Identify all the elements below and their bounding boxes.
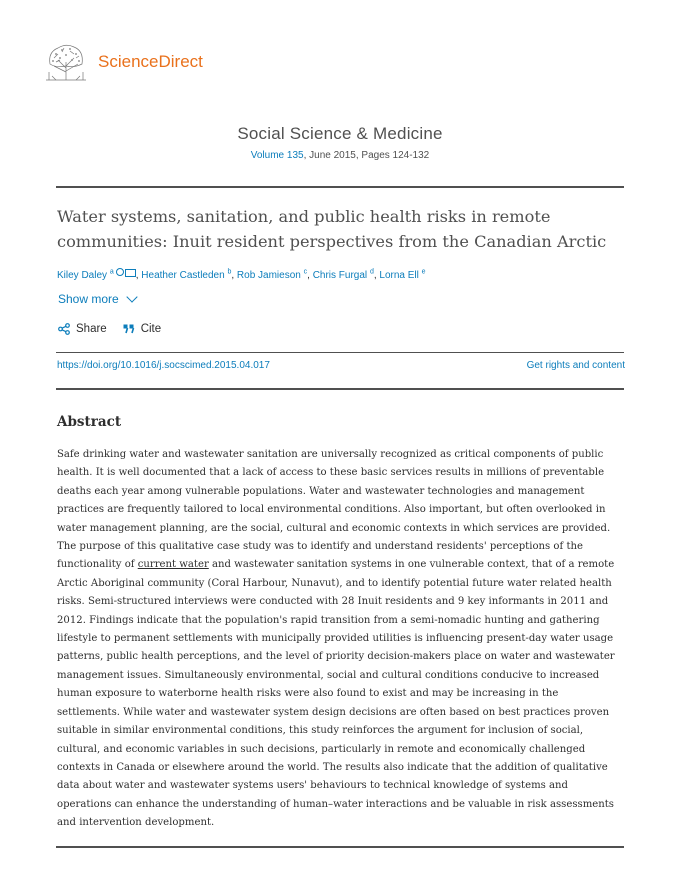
- elsevier-tree-icon[interactable]: [44, 42, 88, 82]
- show-more-button[interactable]: [58, 292, 136, 306]
- journal-title[interactable]: Social Science & Medicine: [237, 124, 443, 143]
- volume-link[interactable]: Volume 135: [250, 150, 304, 161]
- divider: [56, 352, 624, 353]
- rights-link[interactable]: Get rights and content: [526, 360, 625, 371]
- cite-label: Cite: [140, 323, 162, 335]
- doi-row: [57, 360, 625, 371]
- cite-button[interactable]: [123, 323, 161, 335]
- author-link[interactable]: Heather Castleden $^b$: [141, 268, 232, 281]
- divider: [56, 186, 624, 188]
- journal-header: [0, 124, 680, 161]
- share-label: Share: [76, 323, 107, 335]
- author-link[interactable]: Lorna Ell $^e$: [379, 268, 426, 281]
- article-actions: [58, 323, 177, 335]
- share-button[interactable]: [58, 323, 107, 335]
- doi-link[interactable]: https://doi.org/10.1016/j.socscimed.2015.04.017: [57, 360, 270, 371]
- share-icon: [58, 323, 70, 335]
- show-more-label: Show more: [58, 292, 119, 306]
- abstract-body: Safe drinking water and wastewater sanitation are universally recognized as critical components of public health. It is well documented that a lack of access to these basic services results in millions of preventable deaths each year among vulnerable populations. Water and wastewater technologies and management practices are frequently tailored to local environmental conditions. Also important, but often overlooked in water management planning, are the social, cultural and economic contexts in which services are provided. The purpose of this qualitative case study was to identify and understand residents' perceptions of the functionality of current water and wastewater sanitation systems in one vulnerable context, that of a remote Arctic Aboriginal community (Coral Harbour, Nunavut), and to identify potential future water related health risks. Semi-structured interviews were conducted with 28 Inuit residents and 9 key informants in 2011 and 2012. Findings indicate that the population's rapid transition from a semi-nomadic hunting and gathering lifestyle to permanent settlements with municipally provided utilities is influencing present-day water usage patterns, public health perceptions, and the level of priority decision-makers place on water and wastewater management issues. Simultaneously environmental, social and cultural conditions conducive to increased human exposure to waterborne health risks were also found to exist and may be increasing in the settlements. While water and wastewater system design decisions are often based on best practices proven suitable in similar environmental conditions, this study reinforces the argument for inclusion of social, cultural, and economic variables in such decisions, particularly in remote and economically challenged contexts in Canada or elsewhere around the world. The results also indicate that the addition of qualitative data about water and wastewater systems users' behaviours to technical knowledge of systems and operations can enhance the understanding of human–water interactions and be valuable in risk assessments and intervention development.: [57, 449, 615, 829]
- brand-name[interactable]: ScienceDirect: [98, 52, 203, 71]
- author-link[interactable]: Kiley Daley $^a$: [57, 270, 136, 281]
- author-list: Kiley Daley $^a$ , Heather Castleden $^b$, Rob Jamieson $^c$, Chris Furgal $^d$, Lorna Ell $^e$: [57, 268, 426, 281]
- article-title: Water systems, sanitation, and public health risks in remote communities: Inuit resident perspectives from the Canadian Arctic: [57, 207, 607, 251]
- divider: [56, 388, 624, 390]
- divider: [56, 846, 624, 848]
- issue-details: , June 2015, Pages 124-132: [303, 150, 430, 161]
- person-icon: [116, 268, 124, 276]
- site-header: [44, 42, 203, 82]
- glossary-term[interactable]: current water: [137, 559, 209, 571]
- mail-icon[interactable]: [125, 269, 136, 277]
- author-link[interactable]: Chris Furgal $^d$: [312, 268, 374, 281]
- abstract-heading: Abstract: [57, 414, 122, 430]
- quote-icon: [123, 324, 135, 334]
- chevron-down-icon: [126, 291, 137, 302]
- author-link[interactable]: Rob Jamieson $^c$: [236, 268, 308, 281]
- journal-meta: [0, 150, 680, 161]
